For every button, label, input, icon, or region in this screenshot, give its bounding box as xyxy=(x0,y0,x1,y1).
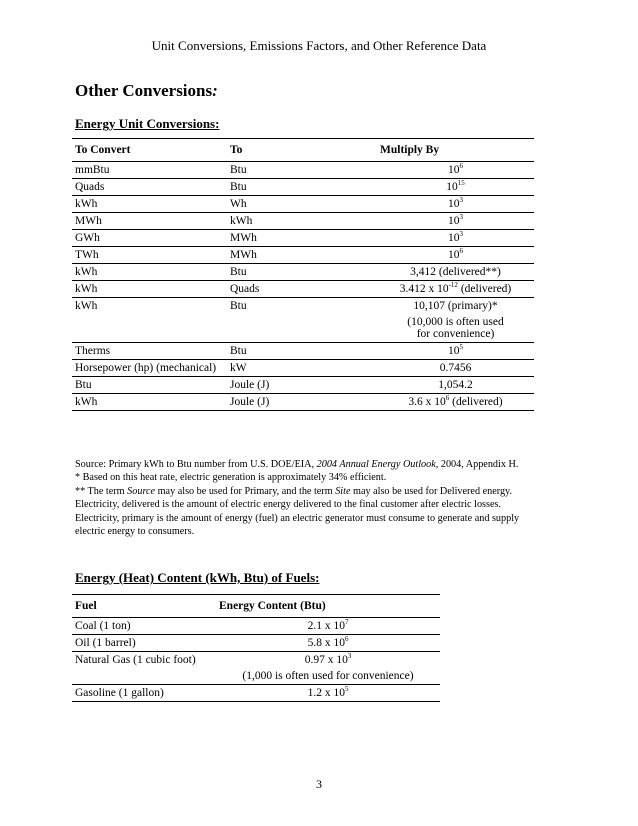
from-unit-cell: kWh xyxy=(72,281,227,298)
fuel-cell: Oil (1 barrel) xyxy=(72,635,216,652)
from-unit-cell: MWh xyxy=(72,213,227,230)
from-unit-cell: Quads xyxy=(72,179,227,196)
page-number: 3 xyxy=(316,777,322,791)
value-cell xyxy=(216,652,440,685)
value-cell xyxy=(377,162,534,179)
value-text: $10^3$ xyxy=(448,230,463,244)
from-unit-cell: mmBtu xyxy=(72,162,227,179)
value-cell xyxy=(377,179,534,196)
table-row xyxy=(72,179,534,196)
from-unit-cell: GWh xyxy=(72,230,227,247)
value-cell xyxy=(377,247,534,264)
table-row xyxy=(72,281,534,298)
value-text: 0.7456 xyxy=(439,362,472,374)
value-text: $10^6$ xyxy=(448,162,463,176)
star-note: * Based on this heat rate, electric generation is approximately 34% efficient. xyxy=(75,472,387,484)
from-unit-cell: kWh xyxy=(72,394,227,411)
running-header: Unit Conversions, Emissions Factors, and Other Reference Data xyxy=(151,38,487,53)
to-unit-cell: Quads xyxy=(227,281,377,298)
value-text: $10^3$ xyxy=(448,196,463,210)
table-row xyxy=(72,264,534,281)
from-unit-cell: Btu xyxy=(72,377,227,394)
value-text: 3,412 (delivered**) xyxy=(410,266,501,278)
table-row xyxy=(72,298,534,343)
value-text: 0.97 x $10^3$ xyxy=(304,652,352,666)
to-unit-cell: kW xyxy=(227,360,377,377)
table-row xyxy=(72,360,534,377)
fuel-cell: Gasoline (1 gallon) xyxy=(72,685,216,702)
table-header-row xyxy=(72,595,440,618)
to-unit-cell: Btu xyxy=(227,179,377,196)
to-unit-cell: Btu xyxy=(227,343,377,360)
fuel-content-table xyxy=(72,594,440,702)
value-text: 2.1 x $10^7$ xyxy=(307,618,349,632)
to-unit-cell: Joule (J) xyxy=(227,394,377,411)
value-cell xyxy=(377,196,534,213)
from-unit-cell: Therms xyxy=(72,343,227,360)
table-row xyxy=(72,394,534,411)
to-unit-cell: Btu xyxy=(227,298,377,343)
table-row xyxy=(72,343,534,360)
from-unit-cell: Horsepower (hp) (mechanical) xyxy=(72,360,227,377)
value-cell xyxy=(377,343,534,360)
from-unit-cell: kWh xyxy=(72,196,227,213)
fuel-cell: Natural Gas (1 cubic foot) xyxy=(72,652,216,685)
value-text: 1,054.2 xyxy=(438,379,473,391)
value-cell xyxy=(377,360,534,377)
value-cell xyxy=(377,377,534,394)
value-text: 10,107 (primary)* xyxy=(413,300,498,312)
column-header: Energy Content (Btu) xyxy=(216,595,440,618)
value-text: $10^3$ xyxy=(448,213,463,227)
value-text: 3.412 x $10^{-12}$ (delivered) xyxy=(399,281,512,295)
from-unit-cell: kWh xyxy=(72,298,227,343)
delivered-note: Electricity, delivered is the amount of electric energy delivered to the final customer after electric losses. xyxy=(75,499,501,511)
table-row xyxy=(72,377,534,394)
value-text: $10^5$ xyxy=(448,343,463,357)
value-cell xyxy=(216,685,440,702)
section-title: Other Conversions: xyxy=(75,81,218,100)
to-unit-cell: kWh xyxy=(227,213,377,230)
table-row xyxy=(72,635,440,652)
fuel-cell: Coal (1 ton) xyxy=(72,618,216,635)
value-cell xyxy=(216,618,440,635)
value-cell xyxy=(377,264,534,281)
value-cell xyxy=(216,635,440,652)
table-row xyxy=(72,213,534,230)
to-unit-cell: Btu xyxy=(227,264,377,281)
table-row xyxy=(72,230,534,247)
double-star-note: ** The term Source may also be used for Primary, and the term Site may also be used for Delivered energy. xyxy=(75,485,513,497)
value-cell xyxy=(377,230,534,247)
energy-unit-title: Energy Unit Conversions: xyxy=(75,116,220,131)
value-note: (1,000 is often used for convenience) xyxy=(242,670,414,682)
source-note: Source: Primary kWh to Btu number from U.S. DOE/EIA, 2004 Annual Energy Outlook, 2004, Appendix H. xyxy=(75,459,519,470)
fuel-content-title: Energy (Heat) Content (kWh, Btu) of Fuels: xyxy=(75,570,320,585)
table-notes xyxy=(75,458,545,538)
to-unit-cell: MWh xyxy=(227,230,377,247)
column-header: Fuel xyxy=(72,595,216,618)
primary-note: Electricity, primary is the amount of energy (fuel) an electric generator must consume to generate and supply electric energy to consumers. xyxy=(75,512,520,538)
value-text: 5.8 x $10^6$ xyxy=(307,635,349,649)
table-row xyxy=(72,685,440,702)
column-header: Multiply By xyxy=(377,139,534,162)
energy-unit-table xyxy=(72,138,534,411)
to-unit-cell: Joule (J) xyxy=(227,377,377,394)
value-cell xyxy=(377,394,534,411)
from-unit-cell: kWh xyxy=(72,264,227,281)
table-header-row xyxy=(72,139,534,162)
table-row xyxy=(72,196,534,213)
value-text: $10^{15}$ xyxy=(446,179,465,193)
table-row xyxy=(72,247,534,264)
value-note: (10,000 is often used for convenience) xyxy=(407,316,504,340)
value-cell xyxy=(377,298,534,343)
value-cell xyxy=(377,213,534,230)
value-text: 1.2 x $10^5$ xyxy=(307,685,349,699)
table-row xyxy=(72,162,534,179)
column-header: To Convert xyxy=(72,139,227,162)
to-unit-cell: Btu xyxy=(227,162,377,179)
column-header: To xyxy=(227,139,377,162)
to-unit-cell: Wh xyxy=(227,196,377,213)
value-text: 3.6 x $10^6$ (delivered) xyxy=(408,394,503,408)
to-unit-cell: MWh xyxy=(227,247,377,264)
table-row xyxy=(72,652,440,685)
table-row xyxy=(72,618,440,635)
value-text: $10^6$ xyxy=(448,247,463,261)
from-unit-cell: TWh xyxy=(72,247,227,264)
value-cell xyxy=(377,281,534,298)
